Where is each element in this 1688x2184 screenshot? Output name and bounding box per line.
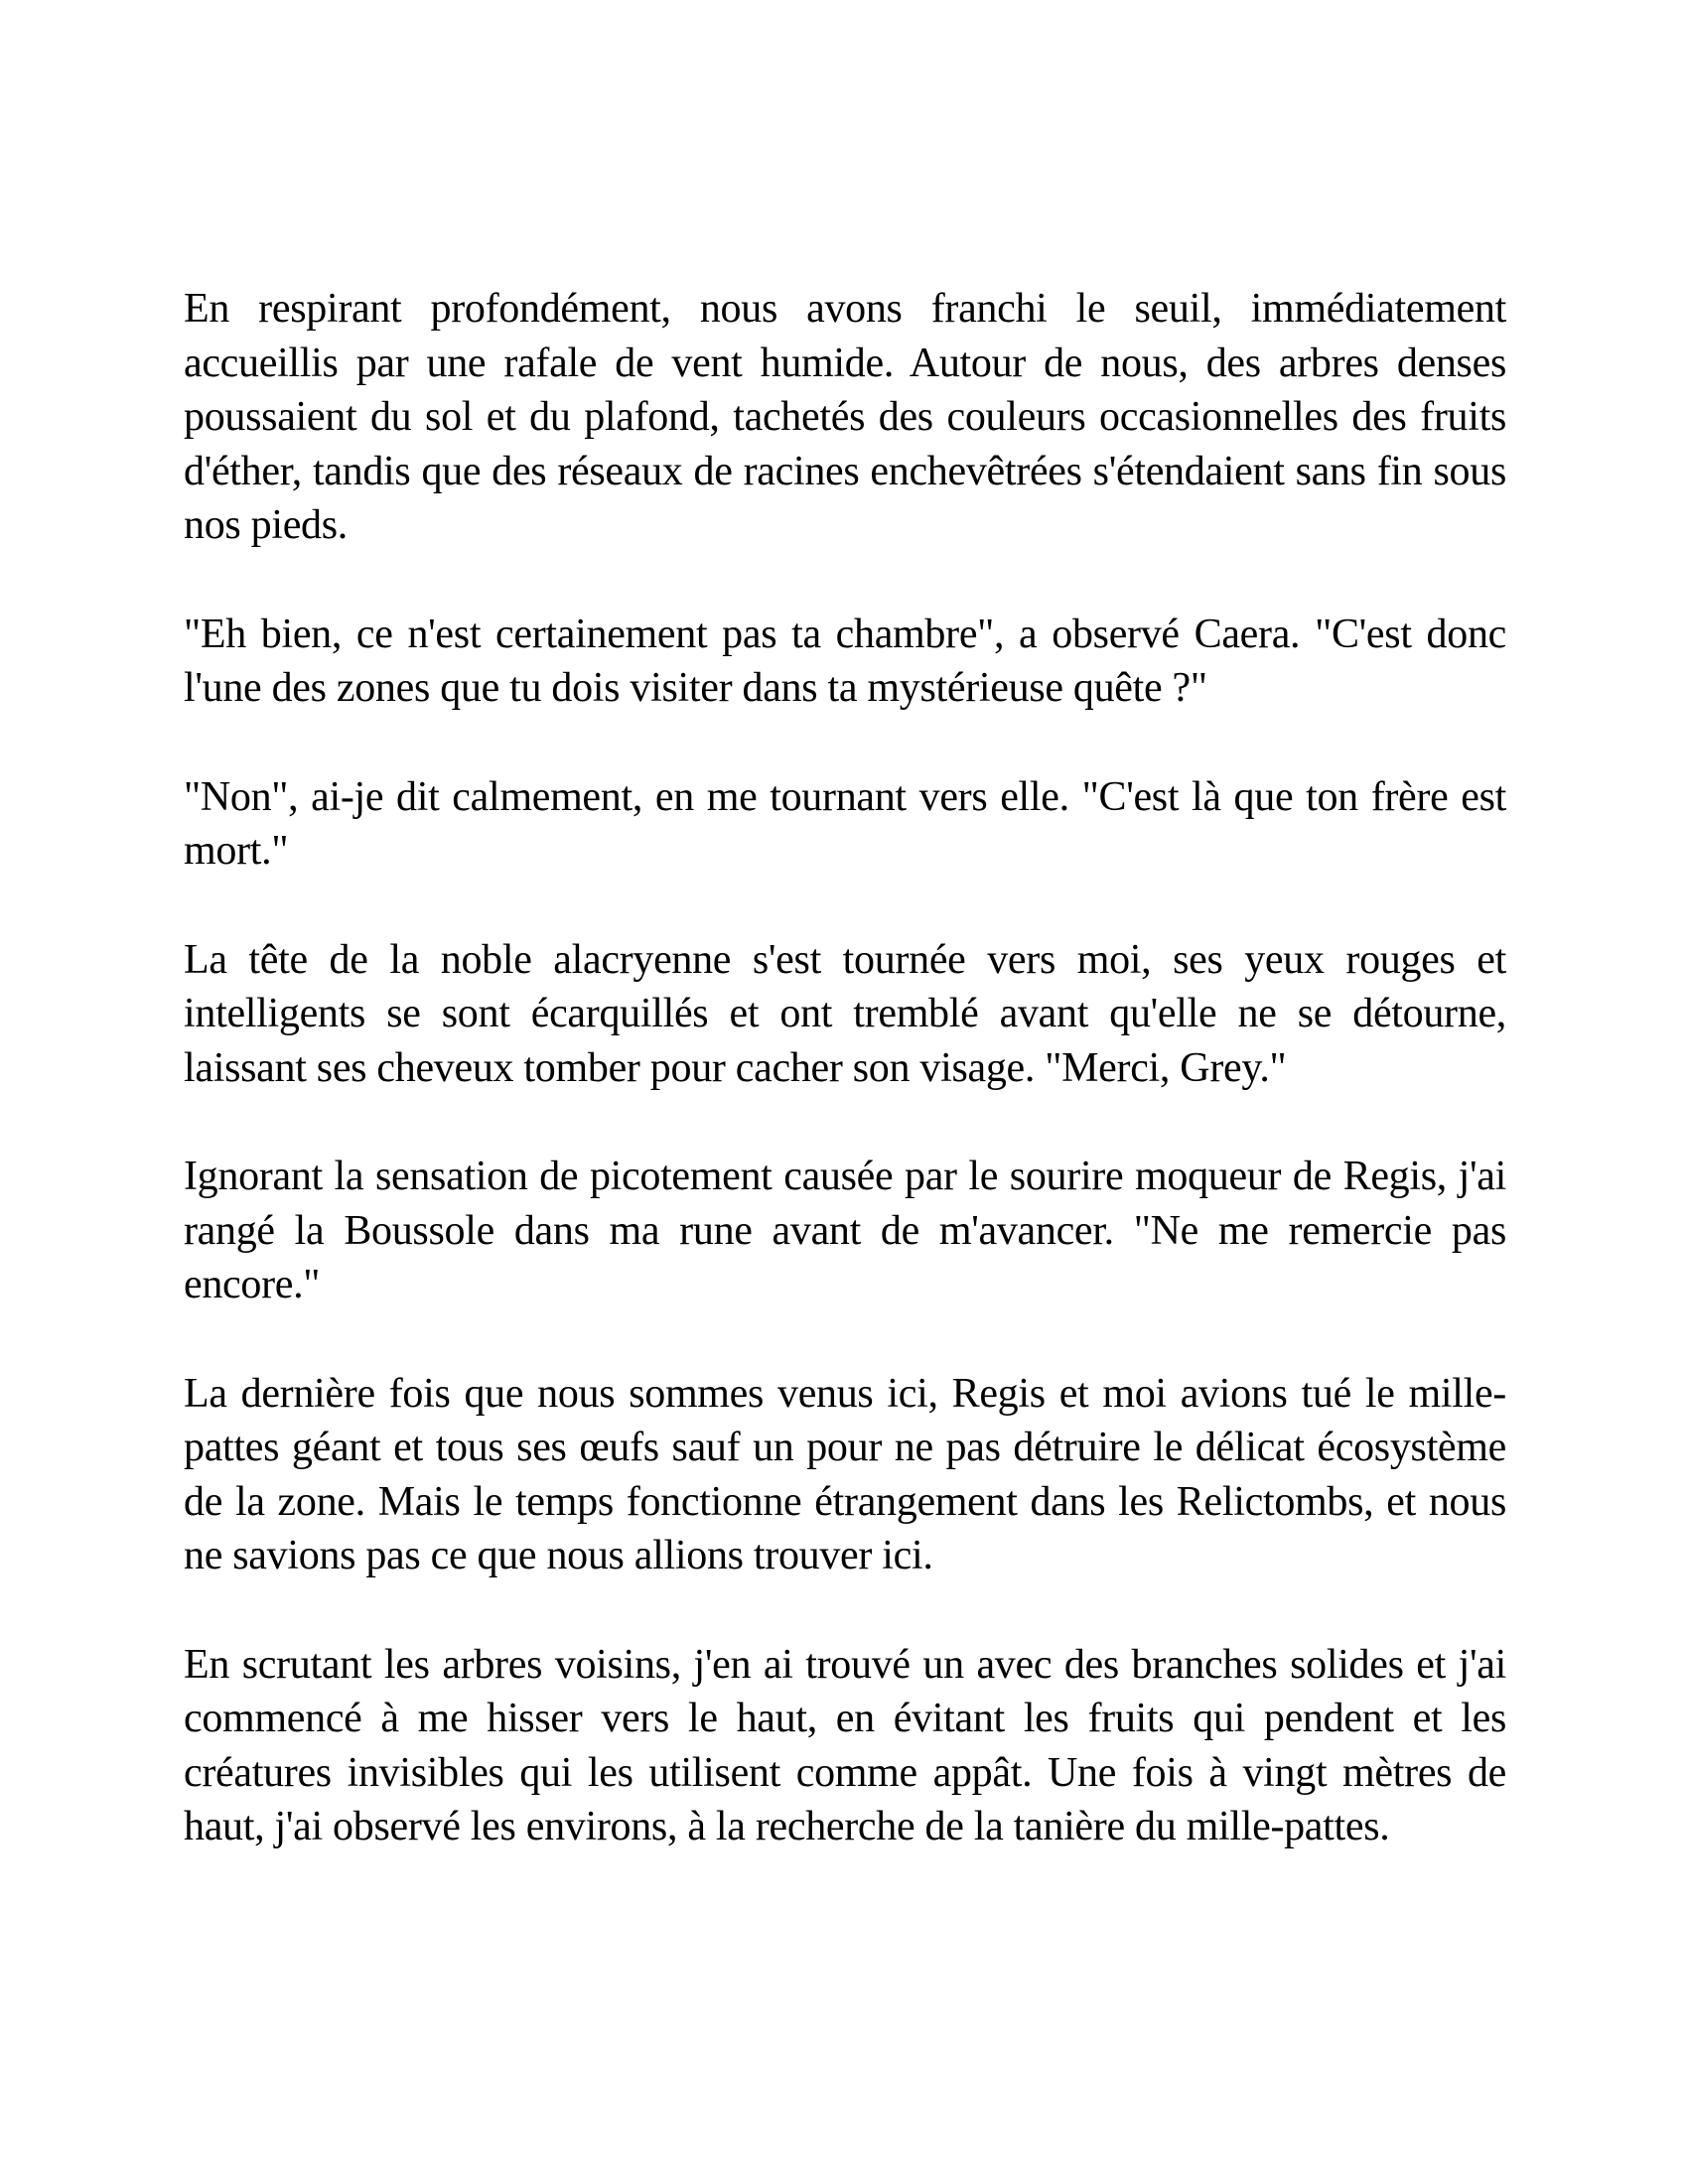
paragraph-5: Ignorant la sensation de picotement causée par le sourire moqueur de Regis, j'ai rangé la Boussole dans ma rune avant de m'avancer. "Ne me remercie pas encore."	[184, 1154, 1506, 1307]
paragraph-3: "Non", ai-je dit calmement, en me tournant vers elle. "C'est là que ton frère est mort."	[184, 773, 1506, 874]
paragraph-6: La dernière fois que nous sommes venus ici, Regis et moi avions tué le mille-pattes géant et tous ses œufs sauf un pour ne pas détruire le délicat écosystème de la zone. Mais le temps fonctionne étrangement dans les Relictombs, et nous ne savions pas ce que nous allions trouver ici.	[184, 1370, 1506, 1578]
paragraph-1: En respirant profondément, nous avons franchi le seuil, immédiatement accueillis par une rafale de vent humide. Autour de nous, des arbres denses poussaient du sol et du plafond, tachetés des couleurs occasionnelles des fruits d'éther, tandis que des réseaux de racines enchevêtrées s'étendaient sans fin sous nos pieds.	[184, 286, 1506, 548]
paragraph-4: La tête de la noble alacryenne s'est tournée vers moi, ses yeux rouges et intelligents se sont écarquillés et ont tremblé avant qu'elle ne se détourne, laissant ses cheveux tomber pour cacher son visage. "Merci, Grey."	[184, 936, 1506, 1091]
paragraph-2: "Eh bien, ce n'est certainement pas ta chambre", a observé Caera. "C'est donc l'une des zones que tu dois visiter dans ta mystérieuse quête ?"	[184, 611, 1506, 711]
paragraph-7: En scrutant les arbres voisins, j'en ai trouvé un avec des branches solides et j'ai commencé à me hisser vers le haut, en évitant les fruits qui pendent et les créatures invisibles qui les utilisent comme appât. Une fois à vingt mètres de haut, j'ai observé les environs, à la recherche de la tanière du mille-pattes.	[184, 1641, 1506, 1849]
